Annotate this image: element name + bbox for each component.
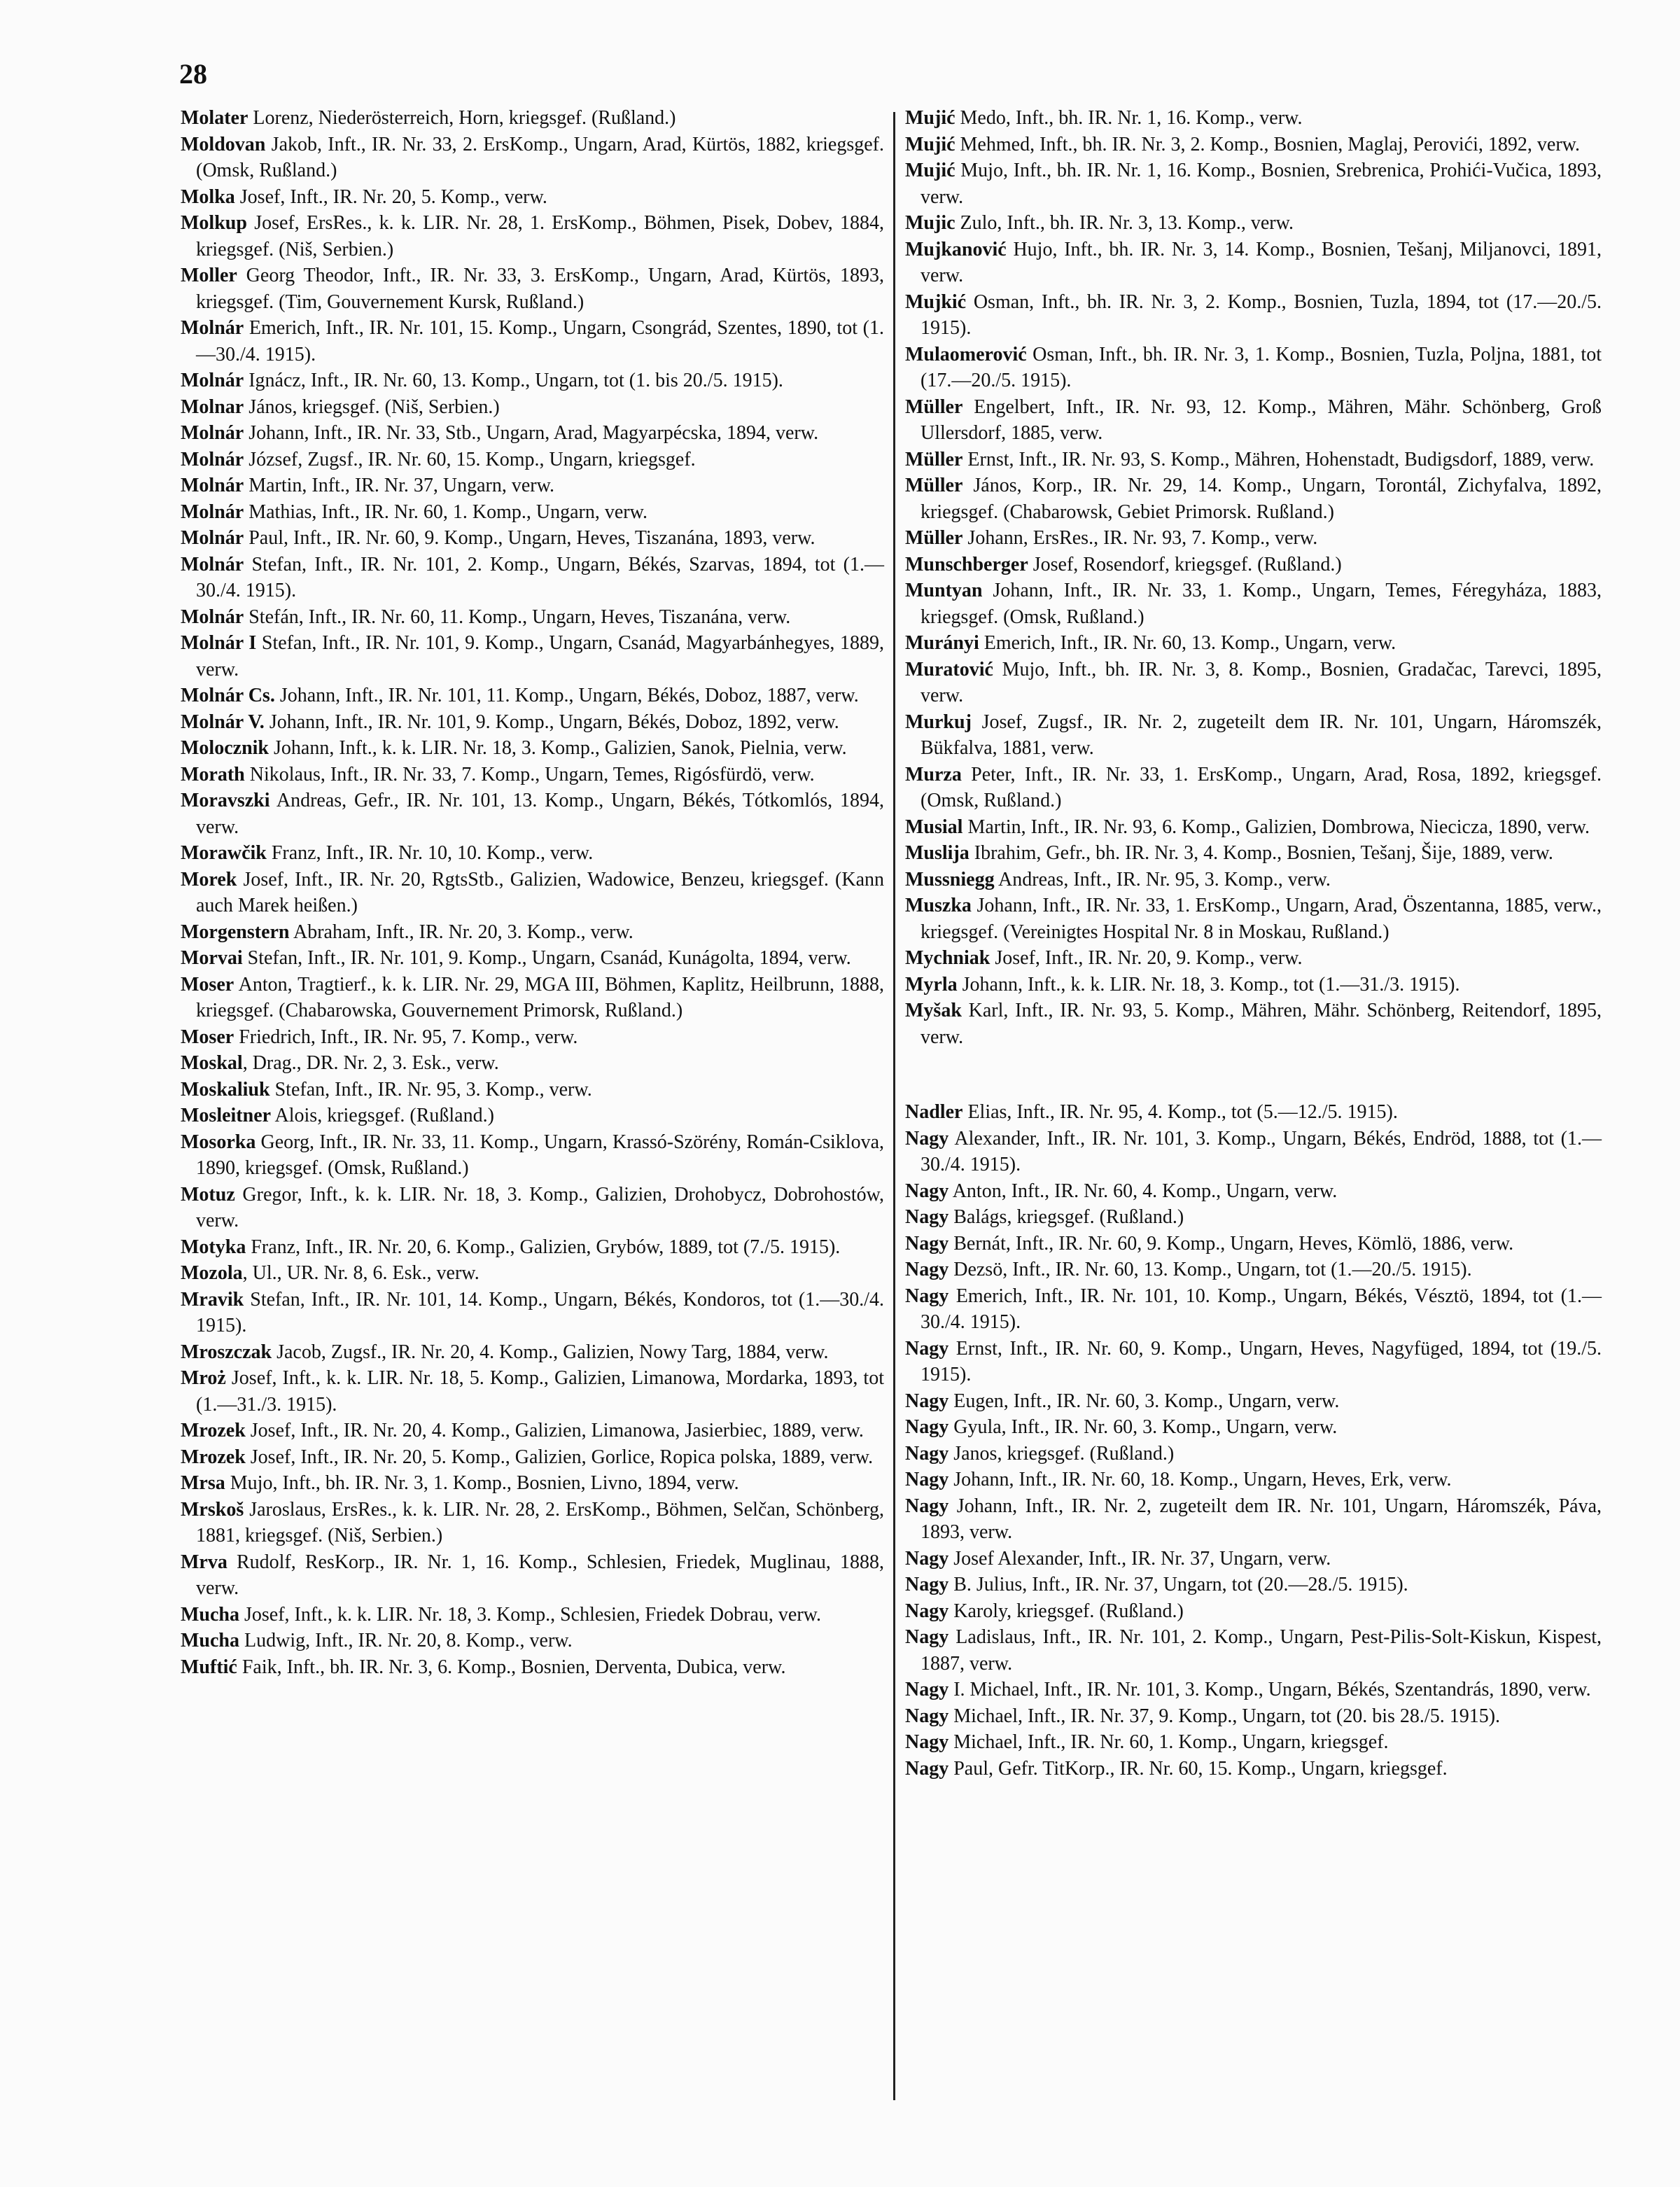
entry-surname: Muftić — [181, 1656, 237, 1678]
entry-details: Abraham, Inft., IR. Nr. 20, 3. Komp., verw. — [289, 921, 634, 943]
entry-surname: Mujkanović — [905, 238, 1007, 260]
entry-surname: Moskal — [181, 1052, 243, 1074]
list-item — [181, 709, 884, 736]
list-item — [905, 342, 1602, 394]
entry-surname: Nagy — [905, 1206, 949, 1228]
entry-details: , Ul., UR. Nr. 8, 6. Esk., verw. — [242, 1262, 479, 1284]
entry-surname: Mosleitner — [181, 1105, 272, 1126]
entry-surname: Mujić — [905, 107, 955, 129]
entry-details: Michael, Inft., IR. Nr. 60, 1. Komp., Ungarn, kriegsgef. — [948, 1731, 1389, 1753]
entry-details: Johann, Inft., IR. Nr. 60, 18. Komp., Ungarn, Heves, Erk, verw. — [948, 1469, 1452, 1490]
list-item — [905, 1624, 1602, 1677]
entry-details: Andreas, Inft., IR. Nr. 95, 3. Komp., verw. — [994, 868, 1331, 890]
entry-details: Mathias, Inft., IR. Nr. 60, 1. Komp., Ungarn, verw. — [244, 501, 648, 523]
list-item — [181, 1654, 884, 1681]
entry-details: Dezsö, Inft., IR. Nr. 60, 13. Komp., Ungarn, tot (1.—20./5. 1915). — [948, 1259, 1472, 1280]
entry-details: János, Korp., IR. Nr. 29, 14. Komp., Ungarn, Torontál, Zichyfalva, 1892, kriegsgef. (Chabarowsk, Gebiet Primorsk. Rußland.) — [920, 475, 1602, 523]
entry-details: Mujo, Inft., bh. IR. Nr. 3, 8. Komp., Bosnien, Gradačac, Tarevci, 1895, verw. — [920, 658, 1602, 706]
list-item — [905, 289, 1602, 342]
entry-surname: Motuz — [181, 1183, 235, 1206]
list-item — [181, 1260, 884, 1287]
entry-surname: Moskaliuk — [181, 1078, 270, 1101]
list-item — [181, 552, 884, 604]
list-item — [905, 893, 1602, 945]
list-item — [905, 1283, 1602, 1336]
entry-details: Johann, Inft., k. k. LIR. Nr. 18, 3. Komp., Galizien, Sanok, Pielnia, verw. — [269, 737, 847, 759]
entry-surname: Molnar — [181, 396, 244, 418]
list-item — [181, 1287, 884, 1339]
entry-surname: Muratović — [905, 658, 993, 680]
list-item — [905, 1099, 1602, 1126]
entry-surname: Mucha — [181, 1630, 239, 1651]
entry-details: Georg Theodor, Inft., IR. Nr. 33, 3. ErsKomp., Ungarn, Arad, Kürtös, 1893, kriegsgef. (Tim, Gouvernement Kursk, Rußland.) — [196, 265, 884, 313]
entry-surname: Moravszki — [181, 790, 270, 811]
entry-details: Josef Alexander, Inft., IR. Nr. 37, Ungarn, verw. — [948, 1547, 1331, 1570]
entry-surname: Nagy — [905, 1757, 949, 1780]
list-item — [181, 1628, 884, 1654]
entry-details: Friedrich, Inft., IR. Nr. 95, 7. Komp., verw. — [234, 1026, 578, 1048]
entry-details: Josef, Inft., IR. Nr. 20, 4. Komp., Galizien, Limanowa, Jasierbiec, 1889, verw. — [245, 1420, 864, 1441]
entry-details: Josef, Inft., IR. Nr. 20, 5. Komp., verw. — [234, 186, 547, 208]
entry-details: Elias, Inft., IR. Nr. 95, 4. Komp., tot (5.—12./5. 1915). — [962, 1101, 1398, 1123]
list-item — [181, 1470, 884, 1497]
entry-surname: Mychniak — [905, 947, 990, 969]
entry-surname: Nagy — [905, 1574, 949, 1595]
entry-details: József, Zugsf., IR. Nr. 60, 15. Komp., Ungarn, kriegsgef. — [244, 448, 696, 470]
entry-surname: Nagy — [905, 1679, 949, 1700]
entry-details: János, kriegsgef. (Niš, Serbien.) — [244, 396, 500, 418]
entry-surname: Morawčik — [181, 842, 267, 864]
entry-surname: Nagy — [905, 1232, 949, 1255]
list-item — [181, 447, 884, 473]
entry-surname: Nagy — [905, 1495, 949, 1517]
entry-details: Ernst, Inft., IR. Nr. 60, 9. Komp., Ungarn, Heves, Nagyfüged, 1894, tot (19./5. 1915). — [920, 1337, 1602, 1385]
list-item — [905, 630, 1602, 657]
list-item — [905, 709, 1602, 762]
entry-surname: Morek — [181, 868, 237, 890]
entry-details: Ernst, Inft., IR. Nr. 93, S. Komp., Mähren, Hohenstadt, Budigsdorf, 1889, verw. — [962, 448, 1595, 470]
entry-details: Balágs, kriegsgef. (Rußland.) — [948, 1206, 1184, 1228]
entry-surname: Mosorka — [181, 1131, 256, 1153]
entry-details: Bernát, Inft., IR. Nr. 60, 9. Komp., Ungarn, Heves, Kömlö, 1886, verw. — [948, 1232, 1514, 1255]
entry-surname: Molnár — [181, 317, 244, 339]
entry-surname: Molnár — [181, 422, 244, 444]
list-item — [905, 105, 1602, 132]
entry-details: Franz, Inft., IR. Nr. 10, 10. Komp., verw. — [266, 842, 594, 864]
entry-details: Karoly, kriegsgef. (Rußland.) — [948, 1600, 1184, 1622]
entry-details: Stefan, Inft., IR. Nr. 95, 3. Komp., verw. — [270, 1078, 592, 1101]
entry-details: Andreas, Gefr., IR. Nr. 101, 13. Komp., Ungarn, Békés, Tótkomlós, 1894, verw. — [196, 790, 884, 838]
list-item — [181, 105, 884, 132]
entry-details: Emerich, Inft., IR. Nr. 60, 13. Komp., Ungarn, verw. — [979, 632, 1396, 654]
entry-surname: Nagy — [905, 1600, 949, 1622]
entry-surname: Mujic — [905, 212, 955, 234]
entry-details: Josef, Inft., IR. Nr. 20, 9. Komp., verw. — [990, 947, 1303, 969]
list-item — [905, 1126, 1602, 1178]
entry-details: Ladislaus, Inft., IR. Nr. 101, 2. Komp., Ungarn, Pest-Pilis-Solt-Kiskun, Kispest, 1887, verw. — [920, 1626, 1602, 1675]
entry-surname: Mrozek — [181, 1446, 246, 1468]
entry-surname: Molnár — [181, 448, 244, 470]
entry-details: Josef, Inft., k. k. LIR. Nr. 18, 3. Komp., Schlesien, Friedek Dobrau, verw. — [239, 1603, 822, 1626]
entry-surname: Muszka — [905, 895, 972, 916]
entry-details: Franz, Inft., IR. Nr. 20, 6. Komp., Galizien, Grybów, 1889, tot (7./5. 1915). — [246, 1236, 841, 1258]
entry-details: Georg, Inft., IR. Nr. 33, 11. Komp., Ungarn, Krassó-Szörény, Román-Csiklova, 1890, kriegsgef. (Omsk, Rußland.) — [196, 1131, 884, 1179]
entry-surname: Nagy — [905, 1442, 949, 1465]
entry-details: Josef, Inft., k. k. LIR. Nr. 18, 5. Komp., Galizien, Limanowa, Mordarka, 1893, tot (1.—31./3. 1915). — [196, 1367, 884, 1416]
list-item — [905, 1467, 1602, 1493]
right-column — [905, 105, 1602, 1782]
entry-details: Emerich, Inft., IR. Nr. 101, 10. Komp., Ungarn, Békés, Vésztö, 1894, tot (1.—30./4. 1915). — [920, 1285, 1602, 1333]
entry-surname: Molnár — [181, 553, 244, 575]
entry-details: Mehmed, Inft., bh. IR. Nr. 3, 2. Komp., Bosnien, Maglaj, Perovići, 1892, verw. — [955, 133, 1581, 155]
entry-details: Paul, Gefr. TitKorp., IR. Nr. 60, 15. Komp., Ungarn, kriegsgef. — [948, 1757, 1448, 1780]
entry-details: Jakob, Inft., IR. Nr. 33, 2. ErsKomp., Ungarn, Arad, Kürtös, 1882, kriegsgef. (Omsk, Rußland.) — [196, 133, 884, 181]
entry-details: Eugen, Inft., IR. Nr. 60, 3. Komp., Ungarn, verw. — [948, 1390, 1340, 1412]
entry-details: Emerich, Inft., IR. Nr. 101, 15. Komp., Ungarn, Csongrád, Szentes, 1890, tot (1.—30./4. 1915). — [196, 317, 884, 365]
list-item — [905, 132, 1602, 158]
entry-surname: Murkuj — [905, 711, 972, 733]
entry-details: Lorenz, Niederösterreich, Horn, kriegsgef. (Rußland.) — [248, 107, 676, 129]
entry-surname: Müller — [905, 448, 963, 470]
list-item — [181, 1024, 884, 1051]
list-item — [181, 132, 884, 184]
entry-details: Johann, Inft., IR. Nr. 33, 1. Komp., Ungarn, Temes, Féregyháza, 1883, kriegsgef. (Omsk, Rußland.) — [920, 580, 1602, 628]
entry-details: , Drag., DR. Nr. 2, 3. Esk., verw. — [242, 1052, 499, 1074]
entry-surname: Mujkić — [905, 291, 967, 313]
list-item — [905, 525, 1602, 552]
list-item — [181, 840, 884, 867]
entry-details: Alexander, Inft., IR. Nr. 101, 3. Komp., Ungarn, Békés, Endröd, 1888, tot (1.—30./4. 1915). — [920, 1127, 1602, 1175]
entry-details: Ignácz, Inft., IR. Nr. 60, 13. Komp., Ungarn, tot (1. bis 20./5. 1915). — [244, 370, 783, 391]
list-item — [181, 1497, 884, 1549]
entry-details: Gyula, Inft., IR. Nr. 60, 3. Komp., Ungarn, verw. — [948, 1416, 1338, 1438]
entry-surname: Molnár — [181, 370, 244, 391]
entry-surname: Molater — [181, 107, 248, 129]
entry-details: Johann, Inft., IR. Nr. 2, zugeteilt dem IR. Nr. 101, Ungarn, Háromszék, Páva, 1893, verw. — [920, 1495, 1602, 1543]
list-item — [181, 919, 884, 946]
list-item — [181, 263, 884, 315]
entry-surname: Nagy — [905, 1547, 949, 1570]
list-item — [905, 1231, 1602, 1257]
page-number: 28 — [179, 58, 207, 90]
list-item — [905, 1257, 1602, 1283]
list-item — [905, 867, 1602, 893]
list-item — [181, 368, 884, 394]
list-item — [181, 473, 884, 499]
entry-surname: Molocznik — [181, 737, 269, 759]
list-item — [905, 1414, 1602, 1441]
entry-details: Medo, Inft., bh. IR. Nr. 1, 16. Komp., verw. — [955, 107, 1303, 129]
list-item — [905, 1388, 1602, 1415]
list-item — [905, 578, 1602, 630]
list-item — [905, 972, 1602, 998]
list-item — [181, 788, 884, 840]
entry-details: Faik, Inft., bh. IR. Nr. 3, 6. Komp., Bosnien, Derventa, Dubica, verw. — [237, 1656, 786, 1678]
entry-details: Anton, Inft., IR. Nr. 60, 4. Komp., Ungarn, verw. — [948, 1180, 1338, 1202]
entry-surname: Murza — [905, 763, 962, 785]
list-item — [905, 1598, 1602, 1625]
entry-surname: Molkup — [181, 212, 247, 234]
entry-details: Karl, Inft., IR. Nr. 93, 5. Komp., Mähren, Mähr. Schönberg, Reitendorf, 1895, verw. — [920, 1000, 1602, 1048]
entry-surname: Mroż — [181, 1367, 226, 1389]
entry-surname: Morgenstern — [181, 921, 290, 943]
entry-details: Peter, Inft., IR. Nr. 33, 1. ErsKomp., Ungarn, Arad, Rosa, 1892, kriegsgef. (Omsk, Rußland.) — [920, 763, 1602, 811]
entry-details: Johann, ErsRes., IR. Nr. 93, 7. Komp., verw. — [962, 527, 1318, 549]
entry-surname: Myšak — [905, 1000, 962, 1021]
entry-surname: Nagy — [905, 1180, 949, 1202]
list-item — [905, 814, 1602, 841]
list-item — [905, 1493, 1602, 1546]
entry-surname: Motyka — [181, 1236, 246, 1258]
entry-details: Ibrahim, Gefr., bh. IR. Nr. 3, 4. Komp., Bosnien, Tešanj, Šije, 1889, verw. — [969, 842, 1553, 864]
list-item — [181, 972, 884, 1024]
entry-details: Josef, Inft., IR. Nr. 20, RgtsStb., Galizien, Wadowice, Benzeu, kriegsgef. (Kann auch Marek heißen.) — [196, 868, 884, 916]
entry-surname: Mrsa — [181, 1472, 225, 1494]
entry-surname: Musial — [905, 816, 963, 838]
entry-surname: Moser — [181, 1026, 234, 1048]
entry-details: Alois, kriegsgef. (Rußland.) — [271, 1105, 494, 1126]
list-item — [181, 525, 884, 552]
entry-surname: Morvai — [181, 947, 243, 969]
list-item — [181, 867, 884, 919]
entry-details: Johann, Inft., IR. Nr. 101, 11. Komp., Ungarn, Békés, Doboz, 1887, verw. — [274, 685, 859, 706]
list-item — [181, 1182, 884, 1234]
entry-surname: Mussniegg — [905, 868, 995, 890]
entry-details: Janos, kriegsgef. (Rußland.) — [948, 1442, 1175, 1465]
left-column — [181, 105, 884, 1680]
entry-surname: Nagy — [905, 1416, 949, 1438]
entry-details: Martin, Inft., IR. Nr. 37, Ungarn, verw. — [244, 475, 554, 496]
entry-surname: Nagy — [905, 1731, 949, 1753]
entry-surname: Mrskoš — [181, 1498, 244, 1521]
m-section — [905, 105, 1602, 1050]
list-item — [905, 1441, 1602, 1467]
entry-surname: Moser — [181, 973, 234, 995]
list-item — [181, 1234, 884, 1261]
list-item — [905, 998, 1602, 1050]
list-item — [905, 1546, 1602, 1572]
entry-surname: Nagy — [905, 1469, 949, 1490]
list-item — [181, 1339, 884, 1366]
entry-surname: Munschberger — [905, 553, 1028, 575]
list-item — [905, 210, 1602, 237]
entry-surname: Mozola — [181, 1262, 243, 1284]
entry-details: Osman, Inft., bh. IR. Nr. 3, 2. Komp., Bosnien, Tuzla, 1894, tot (17.—20./5. 1915). — [920, 291, 1602, 339]
list-item — [905, 394, 1602, 447]
entry-details: Josef, ErsRes., k. k. LIR. Nr. 28, 1. ErsKomp., Böhmen, Pisek, Dobev, 1884, kriegsgef. (Niš, Serbien.) — [196, 212, 884, 260]
entry-surname: Molnár V. — [181, 711, 265, 733]
entry-details: Nikolaus, Inft., IR. Nr. 33, 7. Komp., Ungarn, Temes, Rigósfürdö, verw. — [244, 763, 815, 785]
list-item — [905, 1336, 1602, 1388]
list-item — [181, 630, 884, 683]
list-item — [181, 394, 884, 421]
entry-surname: Mroszczak — [181, 1341, 272, 1363]
entry-surname: Molka — [181, 186, 235, 208]
entry-surname: Mravik — [181, 1288, 244, 1311]
entry-surname: Müller — [905, 396, 963, 418]
entry-details: Jacob, Zugsf., IR. Nr. 20, 4. Komp., Galizien, Nowy Targ, 1884, verw. — [272, 1341, 829, 1363]
list-item — [905, 473, 1602, 525]
entry-surname: Muslija — [905, 842, 969, 864]
entry-details: Johann, Inft., IR. Nr. 101, 9. Komp., Ungarn, Békés, Doboz, 1892, verw. — [264, 711, 839, 733]
entry-surname: Müller — [905, 527, 963, 549]
entry-details: Stefan, Inft., IR. Nr. 101, 2. Komp., Ungarn, Békés, Szarvas, 1894, tot (1.—30./4. 1915). — [196, 553, 884, 601]
entry-surname: Nagy — [905, 1626, 949, 1648]
entry-surname: Mujić — [905, 160, 955, 181]
entry-surname: Nagy — [905, 1705, 949, 1727]
entry-details: B. Julius, Inft., IR. Nr. 37, Ungarn, tot (20.—28./5. 1915). — [948, 1574, 1408, 1595]
entry-surname: Mulaomerović — [905, 343, 1027, 365]
list-item — [905, 1703, 1602, 1730]
entry-details: Mujo, Inft., bh. IR. Nr. 1, 16. Komp., Bosnien, Srebrenica, Prohići-Vučica, 1893, verw. — [920, 160, 1602, 208]
list-item — [905, 1178, 1602, 1205]
entry-details: Zulo, Inft., bh. IR. Nr. 3, 13. Komp., verw. — [955, 212, 1294, 234]
entry-details: Jaroslaus, ErsRes., k. k. LIR. Nr. 28, 2. ErsKomp., Böhmen, Selčan, Schönberg, 1881, kriegsgef. (Niš, Serbien.) — [196, 1498, 884, 1546]
column-divider — [893, 112, 895, 2100]
list-item — [181, 184, 884, 211]
list-item — [905, 840, 1602, 867]
entry-surname: Mucha — [181, 1603, 239, 1626]
list-item — [181, 604, 884, 631]
entry-surname: Molnár — [181, 501, 244, 523]
entry-details: I. Michael, Inft., IR. Nr. 101, 3. Komp., Ungarn, Békés, Szentandrás, 1890, verw. — [948, 1679, 1591, 1700]
entry-details: Ludwig, Inft., IR. Nr. 20, 8. Komp., verw. — [239, 1630, 573, 1651]
list-item — [905, 762, 1602, 814]
list-item — [181, 735, 884, 762]
entry-details: Stefan, Inft., IR. Nr. 101, 9. Komp., Ungarn, Csanád, Magyarbánhegyes, 1889, verw. — [196, 632, 884, 680]
entry-details: Johann, Inft., IR. Nr. 33, 1. ErsKomp., Ungarn, Arad, Öszentanna, 1885, verw., kriegsgef. (Vereinigtes Hospital Nr. 8 in Moskau, Rußland.) — [920, 895, 1602, 943]
list-item — [905, 1729, 1602, 1756]
list-item — [905, 1572, 1602, 1598]
list-item — [181, 1444, 884, 1471]
entry-surname: Morath — [181, 763, 245, 785]
entry-surname: Murányi — [905, 632, 979, 654]
entry-surname: Molnár I — [181, 632, 257, 654]
list-item — [181, 210, 884, 263]
entry-surname: Molnár — [181, 527, 244, 549]
list-item — [181, 1602, 884, 1628]
entry-details: Paul, Inft., IR. Nr. 60, 9. Komp., Ungarn, Heves, Tiszanána, 1893, verw. — [244, 527, 816, 549]
list-item — [905, 1756, 1602, 1782]
list-item — [181, 1365, 884, 1418]
section-gap — [905, 1050, 1602, 1099]
list-item — [905, 1204, 1602, 1231]
entry-surname: Mrva — [181, 1551, 227, 1573]
list-item — [181, 499, 884, 526]
entry-surname: Mujić — [905, 133, 955, 155]
entry-surname: Moller — [181, 265, 237, 286]
entry-surname: Myrla — [905, 973, 958, 995]
list-item — [181, 1549, 884, 1602]
list-item — [181, 1050, 884, 1077]
list-item — [181, 1129, 884, 1182]
entry-details: Rudolf, ResKorp., IR. Nr. 1, 16. Komp., Schlesien, Friedek, Muglinau, 1888, verw. — [196, 1551, 884, 1599]
list-item — [181, 683, 884, 709]
entry-details: Stefan, Inft., IR. Nr. 101, 9. Komp., Ungarn, Csanád, Kunágolta, 1894, verw. — [242, 947, 851, 969]
list-item — [905, 158, 1602, 210]
entry-details: Johann, Inft., IR. Nr. 33, Stb., Ungarn, Arad, Magyarpécska, 1894, verw. — [244, 422, 819, 444]
n-section — [905, 1099, 1602, 1782]
entry-surname: Nadler — [905, 1101, 963, 1123]
entry-surname: Molnár Cs. — [181, 685, 275, 706]
entry-surname: Molnár — [181, 475, 244, 496]
list-item — [181, 762, 884, 788]
entry-details: Josef, Inft., IR. Nr. 20, 5. Komp., Galizien, Gorlice, Ropica polska, 1889, verw. — [245, 1446, 874, 1468]
list-item — [905, 447, 1602, 473]
list-item — [181, 945, 884, 972]
entry-details: Mujo, Inft., bh. IR. Nr. 3, 1. Komp., Bosnien, Livno, 1894, verw. — [225, 1472, 739, 1494]
list-item — [905, 552, 1602, 578]
list-item — [905, 945, 1602, 972]
list-item — [181, 420, 884, 447]
entry-details: Michael, Inft., IR. Nr. 37, 9. Komp., Ungarn, tot (20. bis 28./5. 1915). — [948, 1705, 1501, 1727]
list-item — [181, 1077, 884, 1103]
list-item — [905, 657, 1602, 709]
entry-surname: Nagy — [905, 1127, 949, 1150]
entry-details: Martin, Inft., IR. Nr. 93, 6. Komp., Galizien, Dombrowa, Niecicza, 1890, verw. — [962, 816, 1590, 838]
list-item — [181, 315, 884, 368]
entry-surname: Müller — [905, 475, 963, 496]
entry-surname: Nagy — [905, 1337, 949, 1360]
entry-details: Josef, Rosendorf, kriegsgef. (Rußland.) — [1028, 553, 1342, 575]
entry-surname: Nagy — [905, 1390, 949, 1412]
entry-surname: Moldovan — [181, 133, 266, 155]
entry-surname: Nagy — [905, 1285, 949, 1307]
entry-details: Engelbert, Inft., IR. Nr. 93, 12. Komp., Mähren, Mähr. Schönberg, Groß Ullersdorf, 1885, verw. — [920, 396, 1602, 444]
entry-details: Josef, Zugsf., IR. Nr. 2, zugeteilt dem IR. Nr. 101, Ungarn, Háromszék, Bükfalva, 1881, verw. — [920, 711, 1602, 759]
entry-surname: Mrozek — [181, 1420, 246, 1441]
list-item — [181, 1103, 884, 1129]
entry-details: Hujo, Inft., bh. IR. Nr. 3, 14. Komp., Bosnien, Tešanj, Miljanovci, 1891, verw. — [920, 238, 1602, 286]
entry-details: Stefan, Inft., IR. Nr. 101, 14. Komp., Ungarn, Békés, Kondoros, tot (1.—30./4. 1915). — [196, 1288, 884, 1336]
list-item — [905, 237, 1602, 289]
entry-surname: Molnár — [181, 606, 244, 628]
entry-details: Gregor, Inft., k. k. LIR. Nr. 18, 3. Komp., Galizien, Drohobycz, Dobrohostów, verw. — [196, 1183, 884, 1231]
entry-details: Stefán, Inft., IR. Nr. 60, 11. Komp., Ungarn, Heves, Tiszanána, verw. — [244, 606, 791, 628]
entry-details: Johann, Inft., k. k. LIR. Nr. 18, 3. Komp., tot (1.—31./3. 1915). — [957, 973, 1460, 995]
list-item — [181, 1418, 884, 1444]
entry-surname: Nagy — [905, 1259, 949, 1280]
entry-details: Osman, Inft., bh. IR. Nr. 3, 1. Komp., Bosnien, Tuzla, Poljna, 1881, tot (17.—20./5. 1915). — [920, 343, 1602, 391]
entry-details: Anton, Tragtierf., k. k. LIR. Nr. 29, MGA III, Böhmen, Kaplitz, Heilbrunn, 1888, kriegsgef. (Chabarowska, Gouvernement Primorsk, Rußland.) — [196, 973, 884, 1021]
entry-surname: Muntyan — [905, 580, 983, 601]
list-item — [905, 1677, 1602, 1703]
